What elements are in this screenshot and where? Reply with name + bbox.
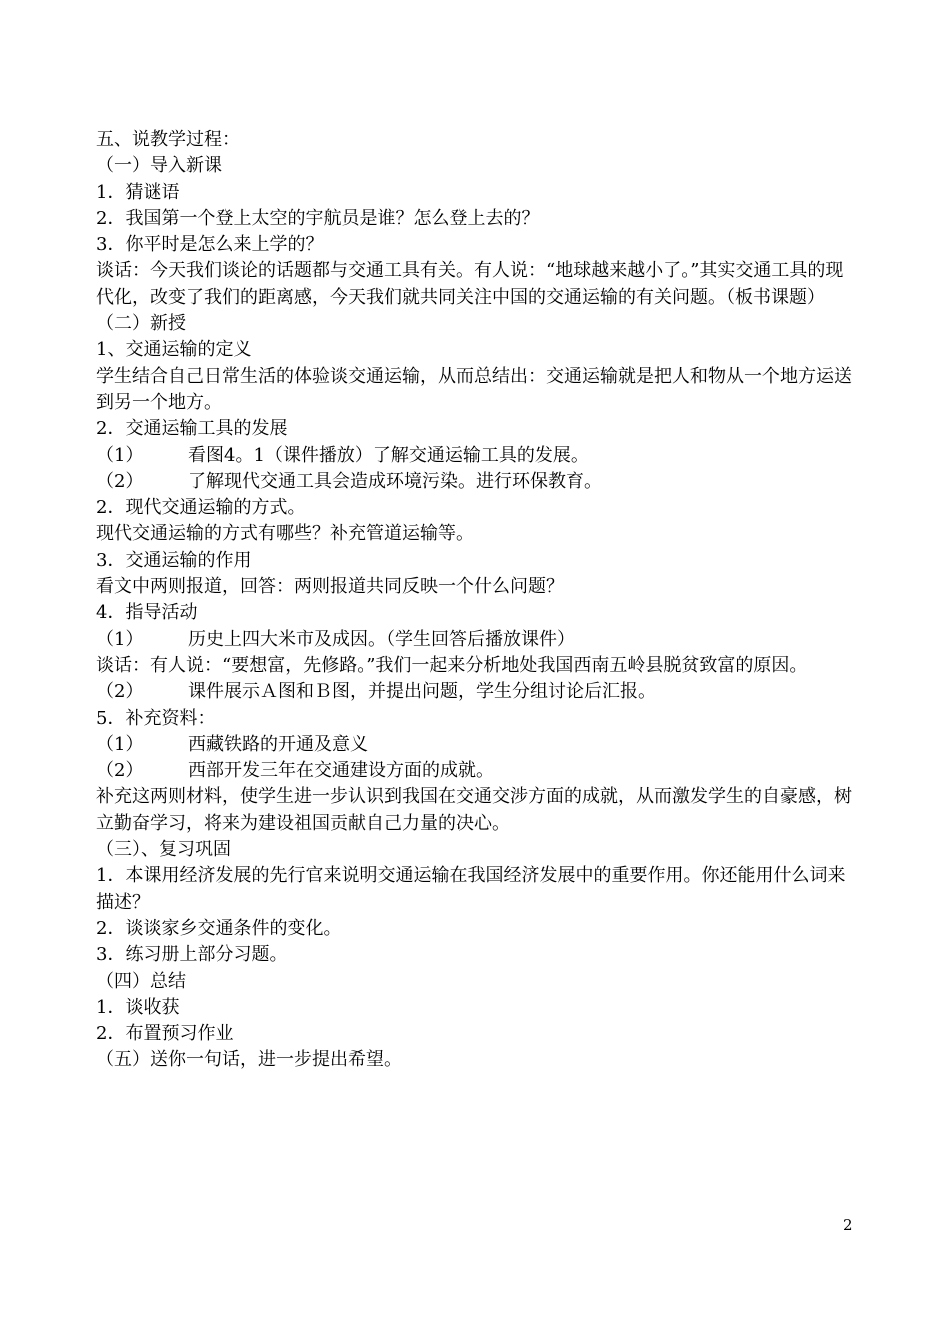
sub-item-number: （1）	[96, 628, 144, 650]
sub-item-number: （1）	[96, 733, 144, 755]
document-body	[96, 127, 856, 1074]
point-title: 1、交通运输的定义	[96, 339, 252, 361]
point-title: 2．现代交通运输的方式。	[96, 497, 306, 519]
paragraph: 学生结合自己日常生活的体验谈交通运输，从而总结出：交通运输就是把人和物从一个地方运送到另一个地方。	[96, 365, 852, 413]
subsection-title-new: （二）新授	[96, 313, 186, 335]
list-item: 2．我国第一个登上太空的宇航员是谁？怎么登上去的？	[96, 207, 540, 229]
paragraph-talk: 谈话：有人说：“要想富，先修路。”我们一起来分析地处我国西南五岭县脱贫致富的原因。	[96, 654, 808, 676]
sub-item	[96, 732, 856, 758]
paragraph-talk: 谈话：今天我们谈论的话题都与交通工具有关。有人说：“地球越来越小了。”其实交通工具的现代化，改变了我们的距离感，今天我们就共同关注中国的交通运输的有关问题。（板书课题）	[96, 260, 844, 308]
point-title: 5．补充资料：	[96, 707, 216, 729]
subsection-title-summary: （四）总结	[96, 970, 186, 992]
list-item: 3．你平时是怎么来上学的？	[96, 234, 324, 256]
sub-item	[96, 443, 856, 469]
list-item: 2．谈谈家乡交通条件的变化。	[96, 917, 342, 939]
list-item: 1．猜谜语	[96, 181, 180, 203]
sub-item-number: （2）	[96, 470, 144, 492]
list-item: 1．谈收获	[96, 996, 180, 1018]
list-item: 1．本课用经济发展的先行官来说明交通运输在我国经济发展中的重要作用。你还能用什么词来描述？	[96, 865, 846, 913]
list-item: 3．练习册上部分习题。	[96, 944, 288, 966]
section-heading: 五、说教学过程：	[96, 129, 240, 150]
sub-item-text: 西部开发三年在交通建设方面的成就。	[188, 760, 494, 782]
subsection-title-review: （三）、复习巩固	[96, 839, 231, 861]
sub-item-text: 西藏铁路的开通及意义	[188, 733, 368, 755]
sub-item-text: 了解现代交通工具会造成环境污染。进行环保教育。	[188, 470, 602, 492]
sub-item-text: 看图4。1（课件播放）了解交通运输工具的发展。	[188, 444, 589, 466]
page-number: 2	[843, 1216, 853, 1234]
sub-item-text: 课件展示Ａ图和Ｂ图，并提出问题，学生分组讨论后汇报。	[188, 681, 656, 703]
sub-item	[96, 469, 856, 495]
sub-item-text: 历史上四大米市及成因。（学生回答后播放课件）	[188, 628, 575, 650]
subsection-title-closing: （五）送你一句话，进一步提出希望。	[96, 1049, 402, 1071]
paragraph: 补充这两则材料，使学生进一步认识到我国在交通交涉方面的成就，从而激发学生的自豪感，树立勤奋学习，将来为建设祖国贡献自己力量的决心。	[96, 786, 852, 834]
list-item: 2．布置预习作业	[96, 1023, 234, 1045]
sub-item-number: （1）	[96, 444, 144, 466]
sub-item	[96, 758, 856, 784]
sub-item	[96, 627, 856, 653]
sub-item	[96, 679, 856, 705]
point-title: 3．交通运输的作用	[96, 549, 252, 571]
sub-item-number: （2）	[96, 760, 144, 782]
point-title: 2．交通运输工具的发展	[96, 418, 288, 440]
paragraph: 看文中两则报道，回答：两则报道共同反映一个什么问题？	[96, 576, 564, 598]
sub-item-number: （2）	[96, 681, 144, 703]
subsection-title-intro: （一）导入新课	[96, 155, 222, 177]
point-title: 4．指导活动	[96, 602, 198, 624]
paragraph: 现代交通运输的方式有哪些？补充管道运输等。	[96, 523, 474, 545]
